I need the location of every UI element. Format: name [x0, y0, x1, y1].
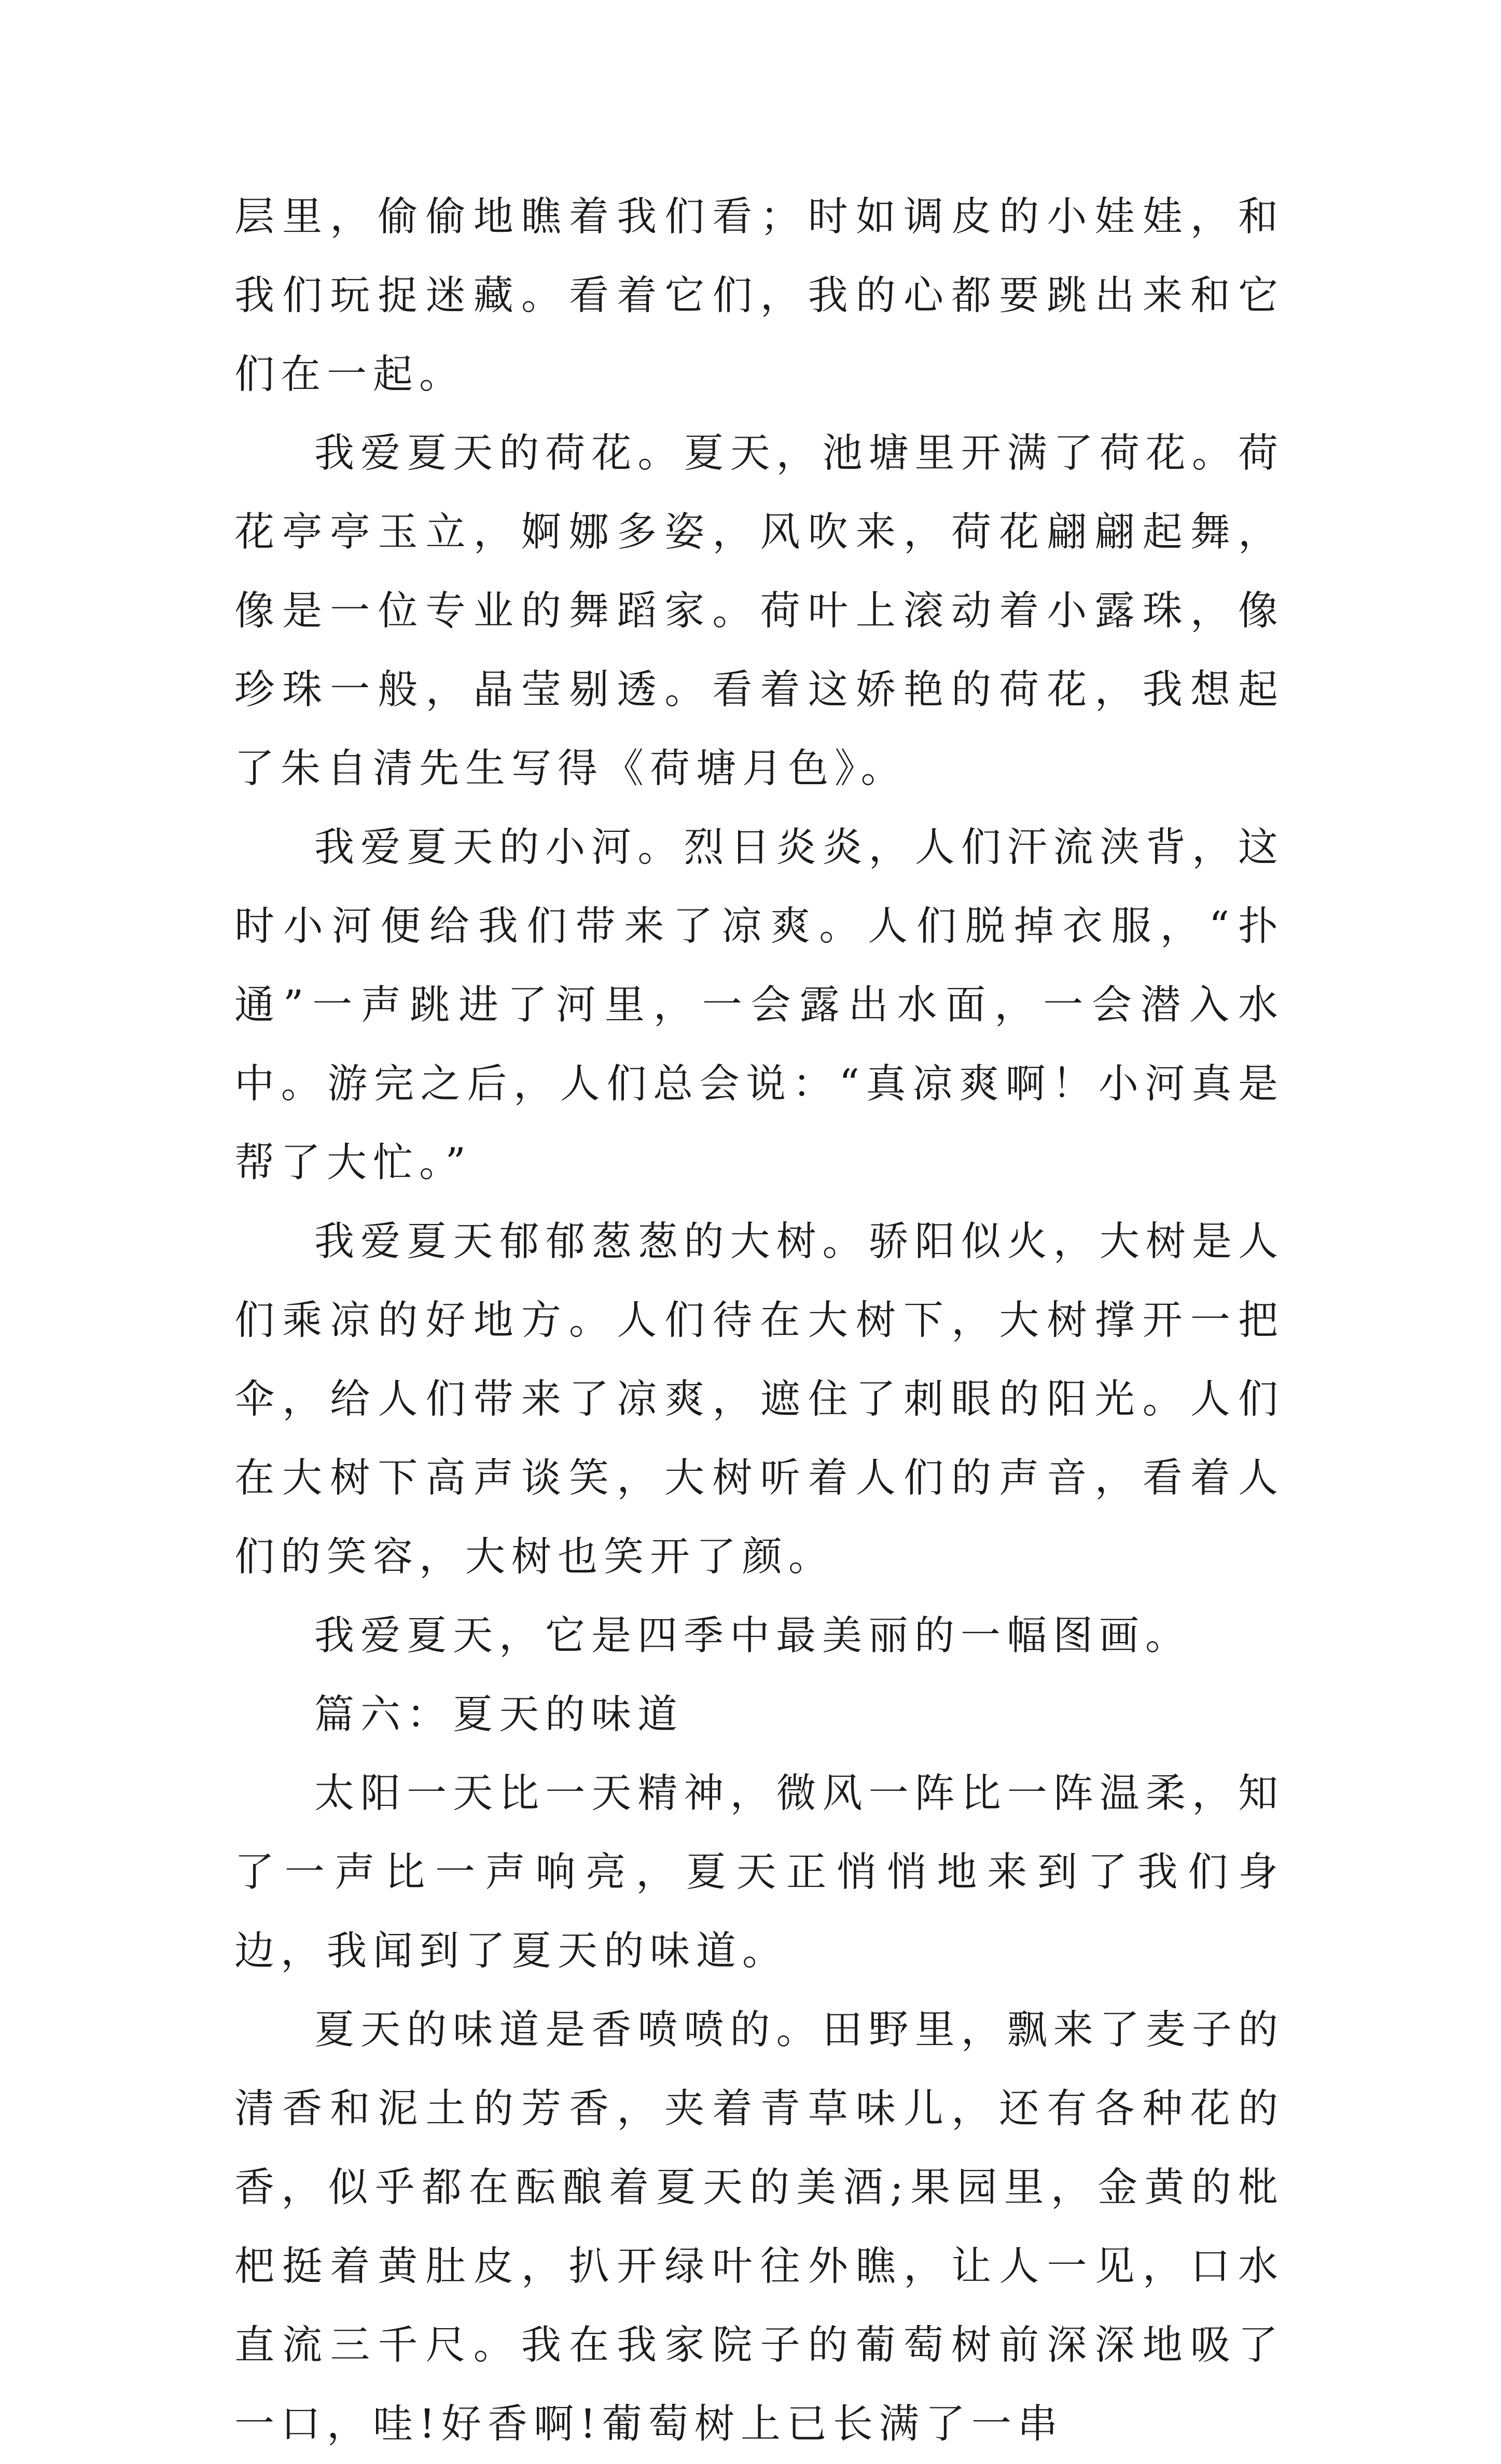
paragraph-2: 我爱夏天的荷花。夏天，池塘里开满了荷花。荷花亭亭玉立，婀娜多姿，风吹来，荷花翩翩起舞，像是一位专业的舞蹈家。荷叶上滚动着小露珠，像珍珠一般，晶莹剔透。看着这娇艳的荷花，我想起了朱自清先生写得《荷塘月色》。	[234, 430, 1284, 792]
section-heading: 篇六：夏天的味道	[314, 1692, 684, 1738]
paragraph-7: 夏天的味道是香喷喷的。田野里，飘来了麦子的清香和泥土的芳香，夹着青草味儿，还有各种花的香，似乎都在酝酿着夏天的美酒;果园里，金黄的枇杷挺着黄肚皮，扒开绿叶往外瞧，让人一见，口水直流三千尺。我在我家院子的葡萄树前深深地吸了一口，哇!好香啊!葡萄树上已长满了一串	[234, 2007, 1284, 2447]
body-text	[234, 178, 1284, 2464]
paragraph-3: 我爱夏天的小河。烈日炎炎，人们汗流浃背，这时小河便给我们带来了凉爽。人们脱掉衣服，“扑通”一声跳进了河里，一会露出水面，一会潜入水中。游完之后，人们总会说：“真凉爽啊！小河真是帮了大忙。”	[234, 825, 1284, 1186]
paragraph-6: 太阳一天比一天精神，微风一阵比一阵温柔，知了一声比一声响亮，夏天正悄悄地来到了我们身边，我闻到了夏天的味道。	[234, 1771, 1284, 1974]
paragraph-1: 层里，偷偷地瞧着我们看；时如调皮的小娃娃，和我们玩捉迷藏。看着它们，我的心都要跳出来和它们在一起。	[234, 194, 1284, 398]
paragraph-4: 我爱夏天郁郁葱葱的大树。骄阳似火，大树是人们乘凉的好地方。人们待在大树下，大树撑开一把伞，给人们带来了凉爽，遮住了刺眼的阳光。人们在大树下高声谈笑，大树听着人们的声音，看着人们的笑容，大树也笑开了颜。	[234, 1219, 1284, 1580]
paragraph-5: 我爱夏天，它是四季中最美丽的一幅图画。	[314, 1613, 1191, 1659]
